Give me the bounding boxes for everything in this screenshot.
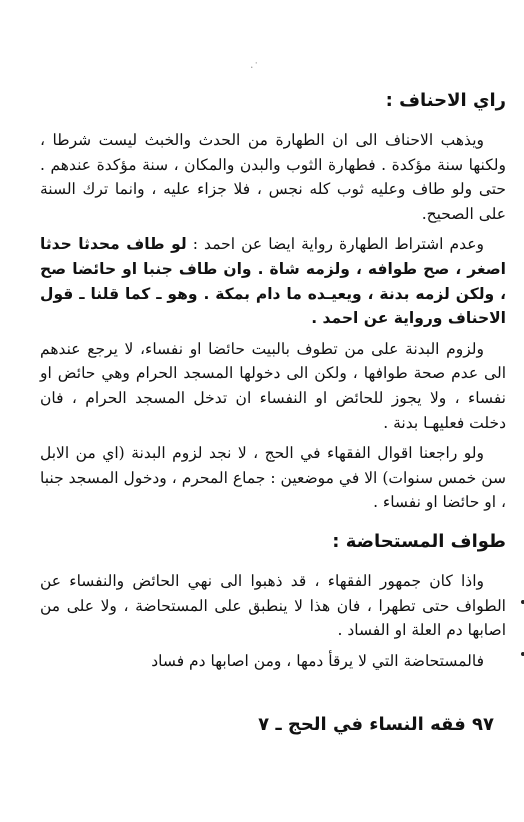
- paragraph-badana-requirement: ولزوم البدنة على من تطوف بالبيت حائضا او نفساء، لا يرجع عندهم الى عدم صحة طوافها ، ولكن الى دخولها المسجد الحرام وهي حائض او نفساء ، ولا يجوز للحائض او النفساء ان تدخل المسجد الحرام ، فان دخلت فعليهـا بدنة .: [40, 339, 506, 432]
- section-heading-hanafi: راي الاحناف :: [385, 90, 506, 111]
- paragraph-mustahada-continued: فالمستحاضة التي لا يرقأ دمها ، ومن اصابها دم فساد: [151, 651, 484, 670]
- page-body: [40, 88, 506, 679]
- scan-speck: ·˙: [250, 61, 259, 74]
- paragraph-jurists-opinions: ولو راجعنا اقوال الفقهاء في الحج ، لا نجد لزوم البدنة (اي من الابل سن خمس سنوات) الا في موضعين : جماع المحرم ، ودخول المسجد جنبا ، او حائضا او نفساء .: [40, 444, 506, 512]
- paragraph-ahmad-narration: [40, 232, 506, 330]
- narration-intro: وعدم اشتراط الطهارة رواية ايضا عن احمد :: [186, 235, 485, 254]
- section-heading-mustahada: طواف المستحاضة :: [332, 530, 506, 552]
- paragraph-majority-jurists: واذا كان جمهور الفقهاء ، قد ذهبوا الى نهي الحائض والنفساء عن الطواف حتى تطهرا ، فان هذا لا ينطبق على المستحاضة ، ولا على من اصابها دم العلة او الفساد .: [40, 571, 506, 640]
- narration-bold-quote: لو طاف محدثا حدثا اصغر ، صح طوافه ، ولزمه شاة . وان طاف جنبا او حائضا صح ، ولكن لزمه بدنة ، ويعيـده ما دام بمكة . وهو ـ كما قلنا ـ قول الاحناف ورواية عن احمد .: [40, 235, 506, 328]
- paragraph-hanafi-view: ويذهب الاحناف الى ان الطهارة من الحدث والخبث ليست شرطا ، ولكنها سنة مؤكدة . فطهارة الثوب والبدن والمكان ، سنة مؤكدة عندهم . حتى ولو طاف وعليه ثوب كله نجس ، فلا جزاء عليه ، وانما ترك السنة على الصحيح.: [40, 131, 506, 223]
- page-footer: ٩٧ فقه النساء في الحج ـ ٧: [258, 714, 494, 735]
